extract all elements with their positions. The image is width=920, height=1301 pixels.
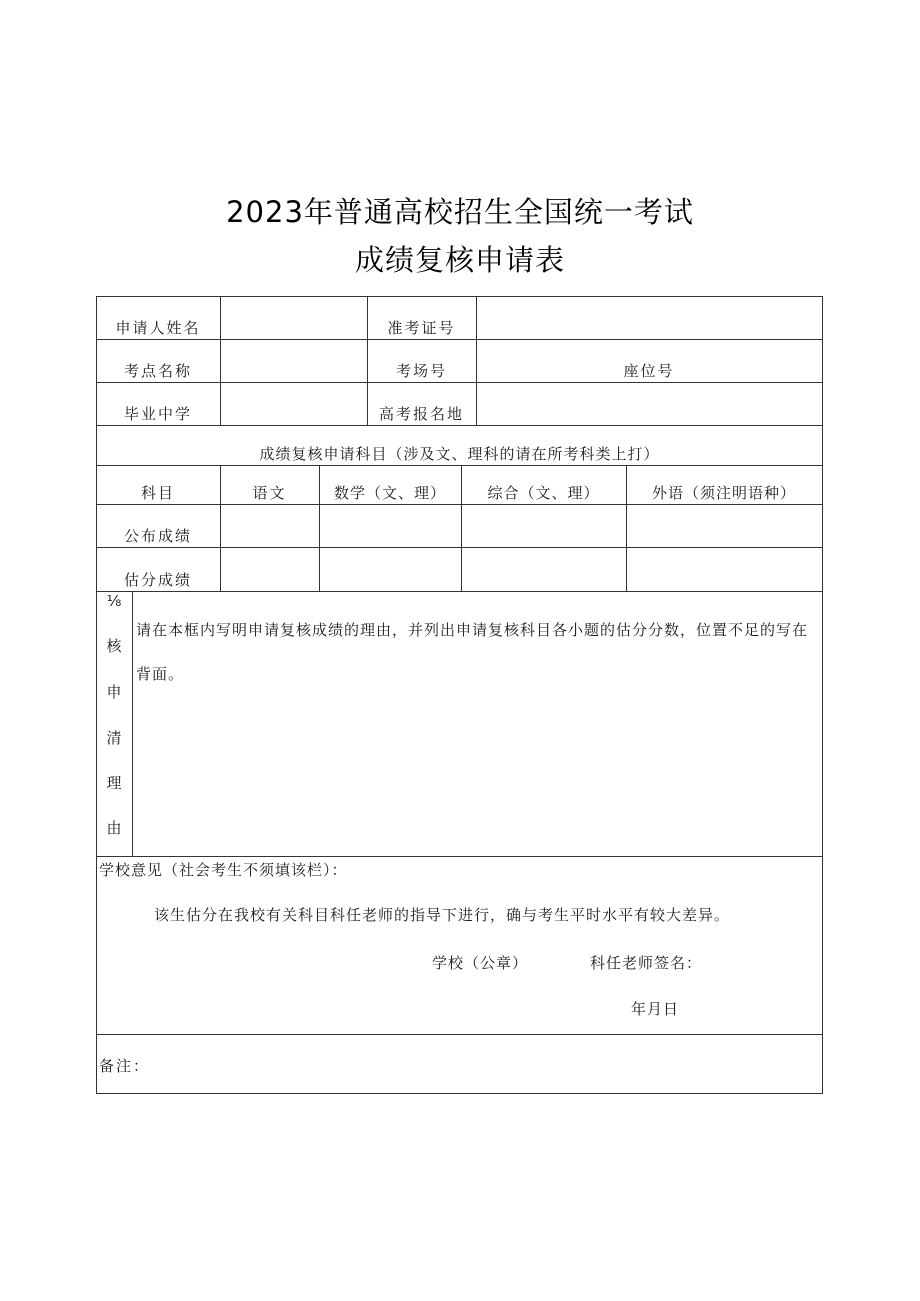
row-divider — [96, 1034, 823, 1035]
school-stamp-label: 学校（公章） — [432, 954, 529, 972]
application-form-table — [96, 296, 823, 1094]
reason-side-char: 核 — [106, 637, 122, 655]
row-divider — [96, 856, 823, 857]
row-divider — [96, 382, 823, 383]
reason-side-char: 由 — [106, 819, 122, 837]
column-divider — [220, 296, 221, 425]
remarks-label: 备注： — [99, 1057, 151, 1075]
exam-site-label: 考点名称 — [123, 362, 192, 380]
subject-header: 外语（须注明语种） — [651, 484, 796, 502]
form-title-line2: 成绩复核申请表 — [354, 243, 565, 277]
teacher-signature-label: 科任老师签名： — [590, 954, 703, 972]
applicant-name-label: 申请人姓名 — [115, 319, 201, 337]
estimated-score-label: 估分成绩 — [123, 571, 192, 589]
subject-header: 数学（文、理） — [333, 484, 446, 502]
table-border-right — [822, 296, 823, 1094]
subject-header: 语文 — [252, 484, 287, 502]
reason-instruction: 请在本框内写明申请复核成绩的理由，并列出申请复核科目各小题的估分分数，位置不足的写在背面。 — [136, 621, 809, 683]
row-divider — [96, 465, 823, 466]
date-label: 年月日 — [631, 1000, 680, 1018]
row-divider — [96, 547, 823, 548]
reason-side-char: 清 — [106, 729, 122, 747]
table-border-bottom — [96, 1093, 823, 1094]
registration-place-label: 高考报名地 — [378, 405, 464, 423]
reason-side-char: 申 — [106, 683, 122, 701]
published-score-label: 公布成绩 — [123, 527, 192, 545]
reason-side-char: ⅛ — [106, 592, 122, 610]
row-divider — [96, 504, 823, 505]
ticket-number-label: 准考证号 — [387, 319, 456, 337]
row-divider — [96, 591, 823, 592]
row-divider — [96, 339, 823, 340]
form-title-line1: 2023年普通高校招生全国统一考试 — [226, 195, 694, 229]
school-opinion-label: 学校意见（社会考生不须填该栏）： — [99, 861, 348, 879]
table-border-top — [96, 296, 823, 297]
column-divider — [132, 591, 133, 856]
row-divider — [96, 425, 823, 426]
subject-header: 综合（文、理） — [487, 484, 600, 502]
exam-room-label: 考场号 — [395, 362, 447, 380]
reason-side-char: 理 — [106, 774, 122, 792]
subject-header: 科目 — [140, 484, 175, 502]
school-opinion-statement: 该生估分在我校有关科目科任老师的指导下进行，确与考生平时水平有较大差异。 — [154, 906, 731, 924]
seat-number-label: 座位号 — [623, 362, 675, 380]
graduated-school-label: 毕业中学 — [123, 405, 192, 423]
subjects-section-title: 成绩复核申请科目（涉及文、理科的请在所考科类上打） — [259, 445, 660, 463]
